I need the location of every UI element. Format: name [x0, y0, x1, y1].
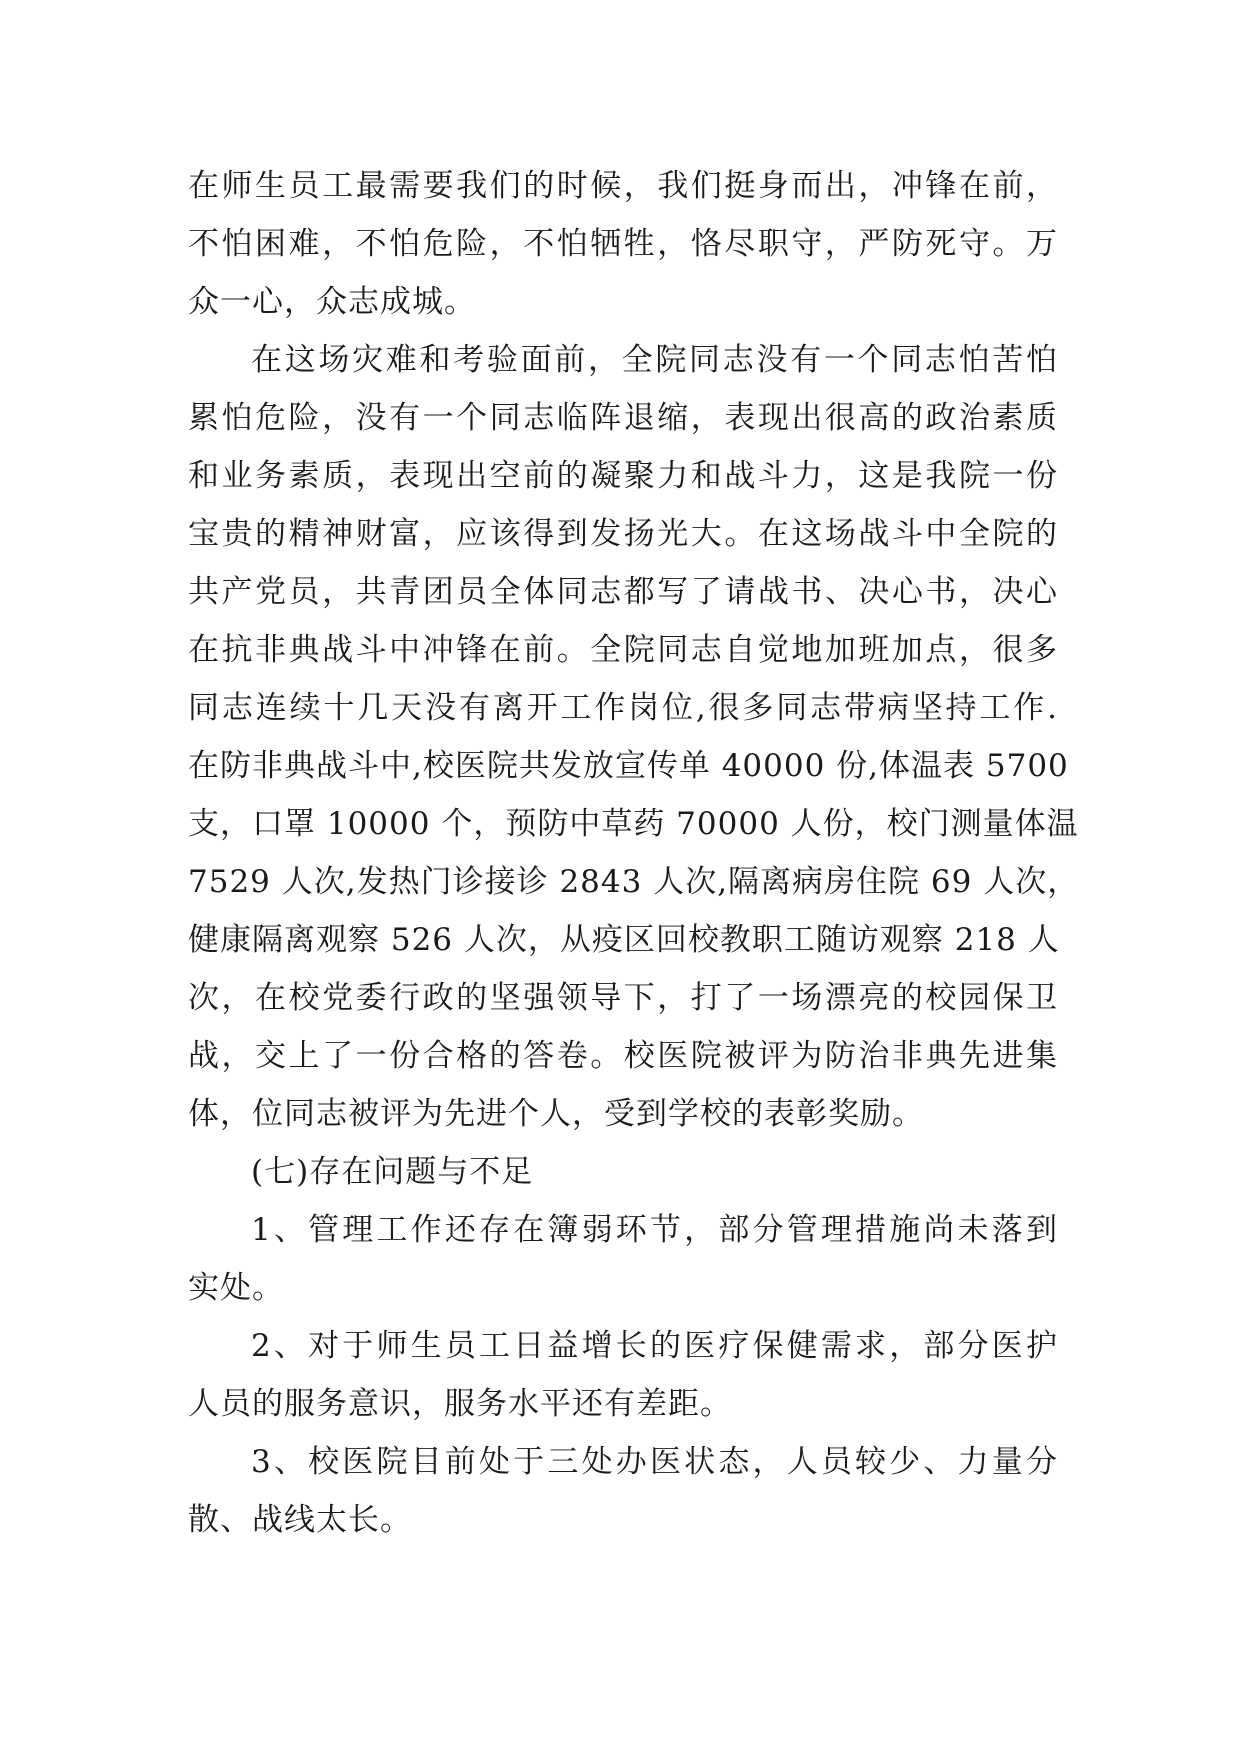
text-line: 在这场灾难和考验面前，全院同志没有一个同志怕苦怕 [251, 342, 1058, 378]
list-item: 2、对于师生员工日益增长的医疗保健需求，部分医护 [251, 1328, 1058, 1364]
text-line: 7529 人次,发热门诊接诊 2843 人次,隔离病房住院 69 人次， [188, 864, 1080, 900]
text-line: 共产党员，共青团员全体同志都写了请战书、决心书，决心 [188, 574, 1058, 610]
text-line: 支，口罩 10000 个，预防中草药 70000 人份，校门测量体温 [188, 806, 1079, 842]
text-line: 体，位同志被评为先进个人，受到学校的表彰奖励。 [188, 1096, 924, 1132]
text-line: 实处。 [188, 1270, 284, 1306]
text-line: 宝贵的精神财富，应该得到发扬光大。在这场战斗中全院的 [188, 516, 1058, 552]
text-line: 人员的服务意识，服务水平还有差距。 [188, 1386, 732, 1422]
text-line: 散、战线太长。 [188, 1502, 412, 1538]
list-item: 1、管理工作还存在簿弱环节，部分管理措施尚未落到 [251, 1212, 1058, 1248]
text-line: 同志连续十几天没有离开工作岗位,很多同志带病坚持工作. [188, 690, 1058, 726]
text-line: 在防非典战斗中,校医院共发放宣传单 40000 份,体温表 5700 [188, 748, 1069, 784]
text-line: 众一心，众志成城。 [188, 284, 476, 320]
text-line: 在抗非典战斗中冲锋在前。全院同志自觉地加班加点，很多 [188, 632, 1058, 668]
text-line: 不怕困难，不怕危险，不怕牺牲，恪尽职守，严防死守。万 [188, 226, 1058, 262]
text-line: 在师生员工最需要我们的时候，我们挺身而出，冲锋在前， [188, 168, 1058, 204]
text-line: 次，在校党委行政的坚强领导下，打了一场漂亮的校园保卫 [188, 980, 1058, 1016]
text-line: 战，交上了一份合格的答卷。校医院被评为防治非典先进集 [188, 1038, 1058, 1074]
text-line: 累怕危险，没有一个同志临阵退缩，表现出很高的政治素质 [188, 400, 1058, 436]
text-line: 健康隔离观察 526 人次，从疫区回校教职工随访观察 218 人 [188, 922, 1060, 958]
list-item: 3、校医院目前处于三处办医状态，人员较少、力量分 [251, 1444, 1058, 1480]
text-line: 和业务素质，表现出空前的凝聚力和战斗力，这是我院一份 [188, 458, 1058, 494]
section-heading: (七)存在问题与不足 [251, 1154, 534, 1190]
